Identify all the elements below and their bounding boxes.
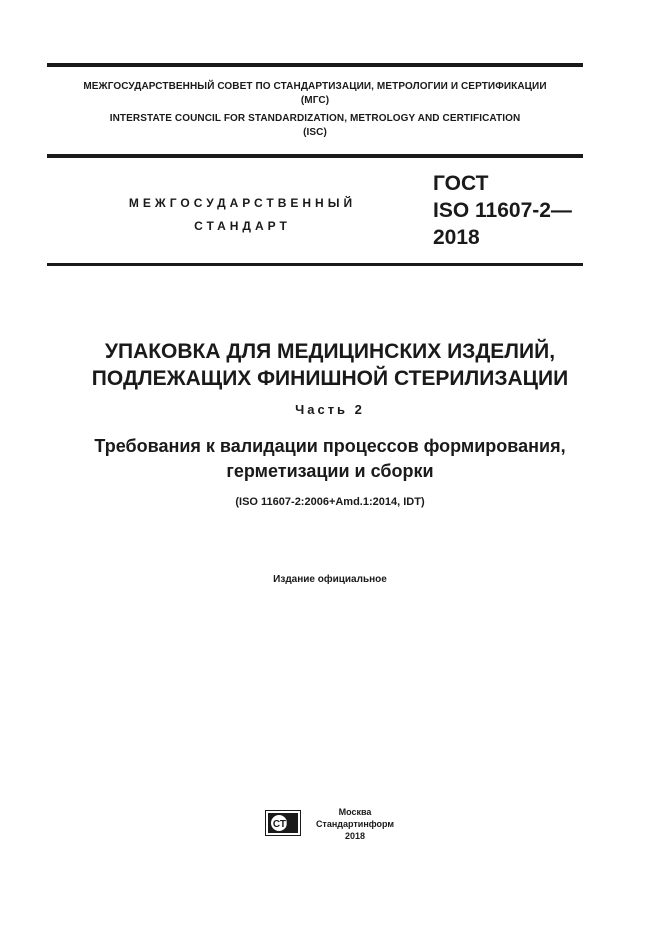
top-divider bbox=[47, 63, 583, 67]
logo-lettering: СТИ bbox=[272, 819, 294, 830]
council-name-ru bbox=[47, 80, 583, 108]
middle-divider bbox=[47, 154, 583, 158]
publisher-city: Москва bbox=[338, 807, 372, 817]
iso-reference: (ISO 11607-2:2006+Amd.1:2014, IDT) bbox=[235, 496, 425, 508]
document-subtitle: Требования к валидации процессов формирования, герметизации и сборки bbox=[94, 436, 566, 481]
standartinform-logo-icon bbox=[265, 810, 301, 836]
standard-designation: ГОСТ ISO 11607-2— 2018 bbox=[433, 172, 572, 249]
council-ru-abbr: (МГС) bbox=[300, 95, 330, 106]
council-name-en bbox=[47, 112, 583, 140]
standard-type-label bbox=[100, 192, 385, 238]
bottom-divider bbox=[47, 263, 583, 266]
standard-type-line2: СТАНДАРТ bbox=[194, 219, 291, 233]
publisher-block bbox=[305, 806, 405, 842]
edition-note: Издание официальное bbox=[273, 574, 387, 585]
council-ru-line1: МЕЖГОСУДАРСТВЕННЫЙ СОВЕТ ПО СТАНДАРТИЗАЦИИ, МЕТРОЛОГИИ И СЕРТИФИКАЦИИ bbox=[83, 81, 547, 92]
document-part: Часть 2 bbox=[295, 402, 365, 417]
publisher-year: 2018 bbox=[344, 831, 366, 841]
standard-type-line1: МЕЖГОСУДАРСТВЕННЫЙ bbox=[128, 196, 357, 210]
council-en-line1: INTERSTATE COUNCIL FOR STANDARDIZATION, METROLOGY AND CERTIFICATION bbox=[109, 113, 521, 124]
document-title: УПАКОВКА ДЛЯ МЕДИЦИНСКИХ ИЗДЕЛИЙ, ПОДЛЕЖАЩИХ ФИНИШНОЙ СТЕРИЛИЗАЦИИ bbox=[91, 340, 569, 390]
publisher-name: Стандартинформ bbox=[315, 819, 395, 829]
council-en-abbr: (ISC) bbox=[303, 127, 327, 138]
